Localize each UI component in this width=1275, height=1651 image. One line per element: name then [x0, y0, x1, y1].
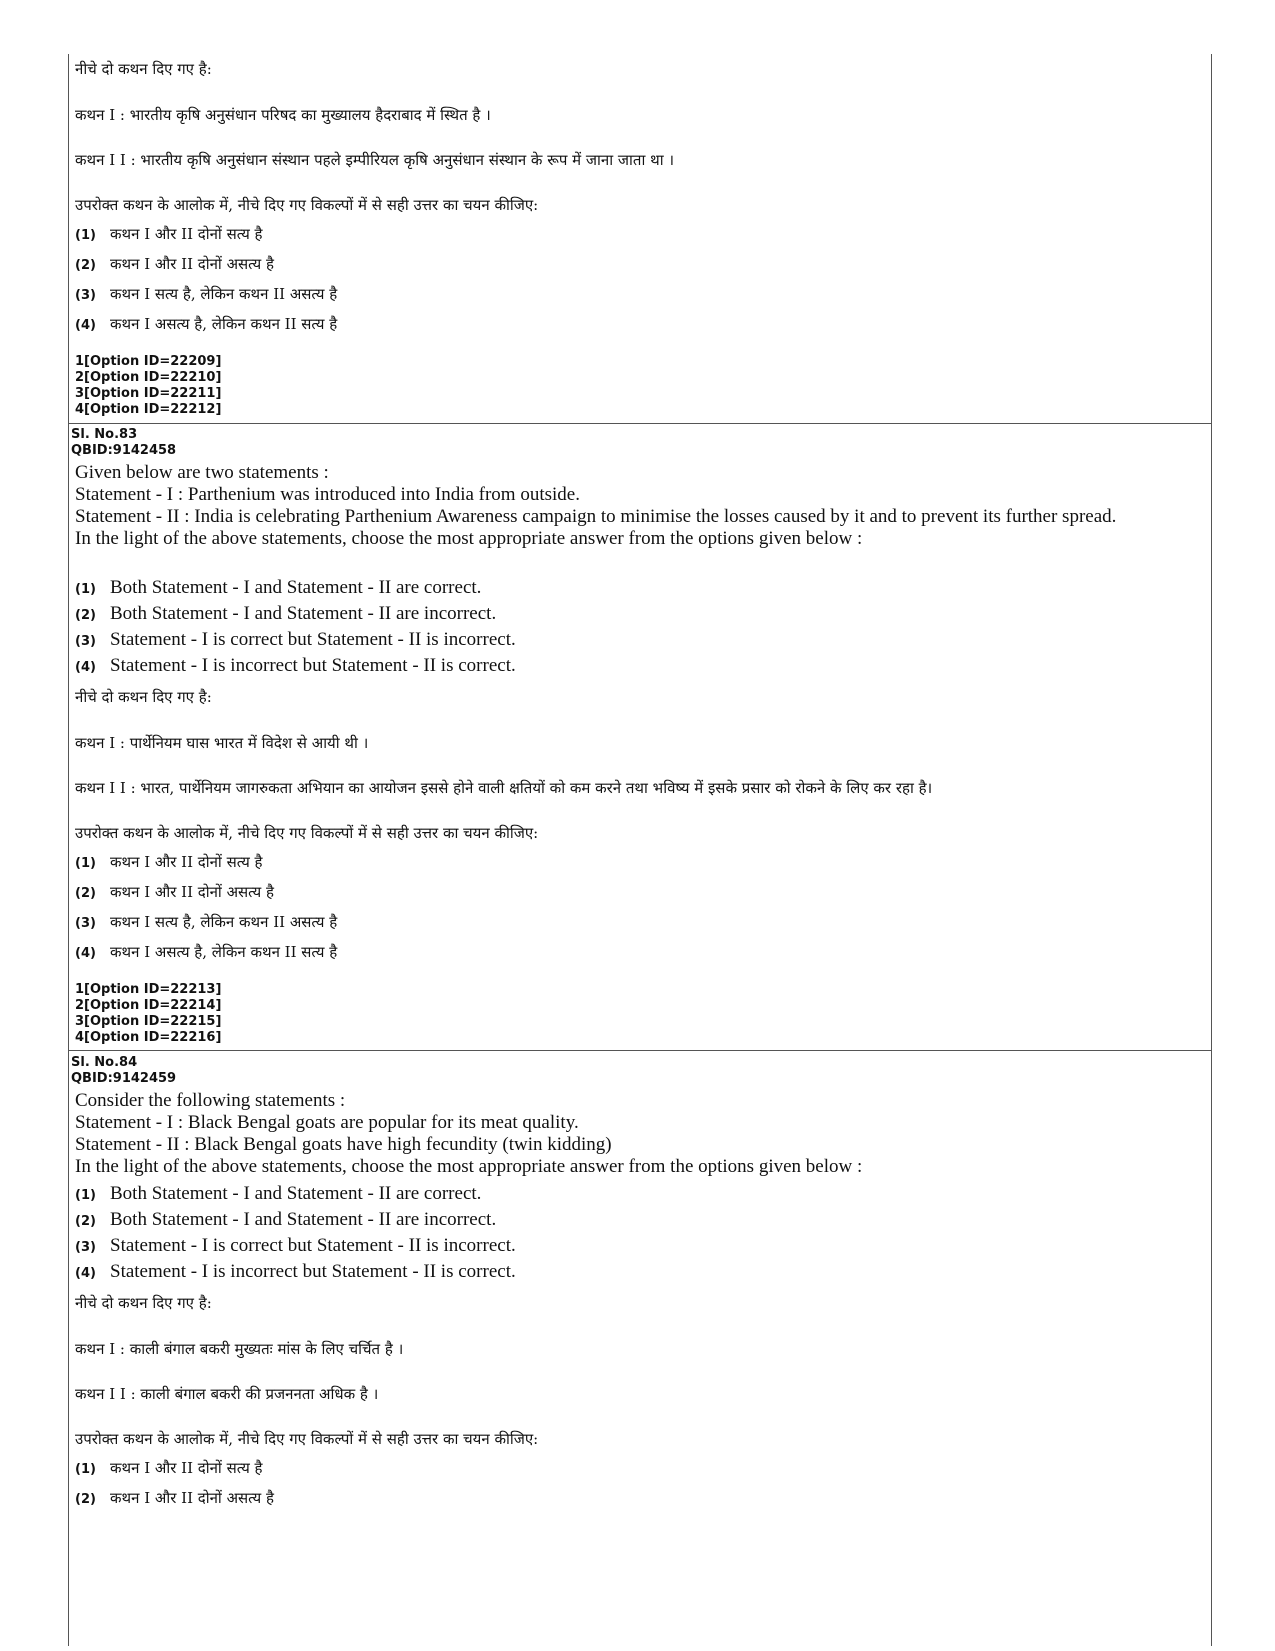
option-row[interactable]	[75, 255, 1205, 285]
q83-option-ids	[75, 982, 1205, 1046]
option-text: कथन I और II दोनों असत्य है	[110, 1489, 274, 1507]
option-number: (2)	[75, 1492, 96, 1507]
q82-hi-statement-1: कथन I : भारतीय कृषि अनुसंधान परिषद का मुख्यालय हैदराबाद में स्थित है ।	[75, 106, 491, 124]
q84-header	[71, 1055, 1205, 1087]
option-row[interactable]	[75, 1459, 1205, 1489]
option-text: Both Statement - I and Statement - II are incorrect.	[110, 603, 497, 624]
option-id: 4[Option ID=22216]	[75, 1030, 222, 1045]
q83-en-statement-2: Statement - II : India is celebrating Parthenium Awareness campaign to minimise the losses caused by it and to prevent its further spread.	[75, 506, 1117, 527]
option-number: (2)	[75, 258, 96, 273]
question-separator	[68, 423, 1212, 424]
option-text: Both Statement - I and Statement - II are incorrect.	[110, 1209, 497, 1230]
q83-en-stem	[75, 462, 1205, 550]
question-paper-page	[68, 54, 1212, 1646]
q84-en-options	[75, 1183, 1205, 1287]
option-number: (2)	[75, 608, 96, 623]
option-id: 3[Option ID=22211]	[75, 386, 222, 401]
option-number: (3)	[75, 288, 96, 303]
option-number: (2)	[75, 1214, 96, 1229]
option-number: (4)	[75, 660, 96, 675]
q82-hi-statement-2: कथन I I : भारतीय कृषि अनुसंधान संस्थान पहले इम्पीरियल कृषि अनुसंधान संस्थान के रूप में जाना जाता था ।	[75, 151, 675, 169]
option-text: कथन I और II दोनों सत्य है	[110, 853, 263, 871]
option-text: Statement - I is correct but Statement - II is incorrect.	[110, 1235, 516, 1256]
q82-hi-options	[75, 225, 1205, 345]
q84-hi-statement-1: कथन I : काली बंगाल बकरी मुख्यतः मांस के लिए चर्चित है ।	[75, 1340, 404, 1358]
option-row[interactable]	[75, 1489, 1205, 1519]
option-number: (1)	[75, 1188, 96, 1203]
option-number: (1)	[75, 856, 96, 871]
option-id: 1[Option ID=22213]	[75, 982, 222, 997]
option-text: कथन I और II दोनों सत्य है	[110, 225, 263, 243]
option-row[interactable]	[75, 853, 1205, 883]
q82-option-ids	[75, 354, 1205, 418]
option-text: कथन I असत्य है, लेकिन कथन II सत्य है	[110, 315, 338, 333]
q84-hi-question: उपरोक्त कथन के आलोक में, नीचे दिए गए विकल्पों में से सही उत्तर का चयन कीजिए:	[75, 1430, 539, 1448]
option-number: (4)	[75, 946, 96, 961]
q84-en-stem	[75, 1090, 1205, 1178]
option-id: 2[Option ID=22214]	[75, 998, 222, 1013]
q83-en-question: In the light of the above statements, choose the most appropriate answer from the options given below :	[75, 528, 863, 549]
q83-hi-statement-1: कथन I : पार्थेनियम घास भारत में विदेश से आयी थी ।	[75, 734, 369, 752]
option-row[interactable]	[75, 577, 1205, 603]
option-id: 2[Option ID=22210]	[75, 370, 222, 385]
q83-en-options	[75, 577, 1205, 681]
option-row[interactable]	[75, 225, 1205, 255]
option-row[interactable]	[75, 285, 1205, 315]
q82-hi-question: उपरोक्त कथन के आलोक में, नीचे दिए गए विकल्पों में से सही उत्तर का चयन कीजिए:	[75, 196, 539, 214]
option-row[interactable]	[75, 943, 1205, 973]
option-text: कथन I और II दोनों असत्य है	[110, 255, 274, 273]
question-separator	[68, 1050, 1212, 1051]
option-row[interactable]	[75, 655, 1205, 681]
option-number: (4)	[75, 1266, 96, 1281]
option-text: Both Statement - I and Statement - II are correct.	[110, 577, 482, 598]
option-row[interactable]	[75, 315, 1205, 345]
q83-hi-statement-2: कथन I I : भारत, पार्थेनियम जागरुकता अभियान का आयोजन इससे होने वाली क्षतियों को कम करने तथा भविष्य में इसके प्रसार को रोकने के लिए कर रहा है।	[75, 779, 933, 797]
serial-number: Sl. No.83	[71, 427, 138, 442]
q84-hi-options	[75, 1459, 1205, 1519]
serial-number: Sl. No.84	[71, 1055, 138, 1070]
option-number: (3)	[75, 916, 96, 931]
option-text: Statement - I is incorrect but Statement - II is correct.	[110, 1261, 516, 1282]
option-row[interactable]	[75, 1235, 1205, 1261]
option-id: 3[Option ID=22215]	[75, 1014, 222, 1029]
option-id: 1[Option ID=22209]	[75, 354, 222, 369]
option-number: (1)	[75, 228, 96, 243]
q84-en-intro: Consider the following statements :	[75, 1090, 346, 1111]
option-row[interactable]	[75, 1261, 1205, 1287]
option-id: 4[Option ID=22212]	[75, 402, 222, 417]
option-text: Statement - I is incorrect but Statement - II is correct.	[110, 655, 516, 676]
q83-hi-question: उपरोक्त कथन के आलोक में, नीचे दिए गए विकल्पों में से सही उत्तर का चयन कीजिए:	[75, 824, 539, 842]
option-row[interactable]	[75, 1183, 1205, 1209]
option-number: (4)	[75, 318, 96, 333]
option-row[interactable]	[75, 883, 1205, 913]
option-number: (3)	[75, 1240, 96, 1255]
option-text: कथन I और II दोनों असत्य है	[110, 883, 274, 901]
option-text: कथन I और II दोनों सत्य है	[110, 1459, 263, 1477]
option-text: Both Statement - I and Statement - II are correct.	[110, 1183, 482, 1204]
option-number: (1)	[75, 582, 96, 597]
q84-en-statement-2: Statement - II : Black Bengal goats have high fecundity (twin kidding)	[75, 1134, 612, 1155]
option-text: कथन I सत्य है, लेकिन कथन II असत्य है	[110, 285, 338, 303]
q82-hi-intro: नीचे दो कथन दिए गए है:	[75, 60, 212, 78]
q84-hi-intro: नीचे दो कथन दिए गए है:	[75, 1294, 212, 1312]
q84-en-question: In the light of the above statements, choose the most appropriate answer from the options given below :	[75, 1156, 863, 1177]
q83-en-statement-1: Statement - I : Parthenium was introduced into India from outside.	[75, 484, 580, 505]
qbid: QBID:9142458	[71, 443, 177, 458]
option-text: कथन I सत्य है, लेकिन कथन II असत्य है	[110, 913, 338, 931]
q83-header	[71, 427, 1205, 459]
option-row[interactable]	[75, 603, 1205, 629]
q84-hi-statement-2: कथन I I : काली बंगाल बकरी की प्रजननता अधिक है ।	[75, 1385, 379, 1403]
option-row[interactable]	[75, 1209, 1205, 1235]
option-number: (2)	[75, 886, 96, 901]
qbid: QBID:9142459	[71, 1071, 177, 1086]
q84-en-statement-1: Statement - I : Black Bengal goats are popular for its meat quality.	[75, 1112, 579, 1133]
option-text: Statement - I is correct but Statement - II is incorrect.	[110, 629, 516, 650]
q83-en-intro: Given below are two statements :	[75, 462, 329, 483]
q83-hi-intro: नीचे दो कथन दिए गए है:	[75, 688, 212, 706]
option-row[interactable]	[75, 913, 1205, 943]
q83-hi-options	[75, 853, 1205, 973]
option-row[interactable]	[75, 629, 1205, 655]
option-number: (1)	[75, 1462, 96, 1477]
option-number: (3)	[75, 634, 96, 649]
option-text: कथन I असत्य है, लेकिन कथन II सत्य है	[110, 943, 338, 961]
